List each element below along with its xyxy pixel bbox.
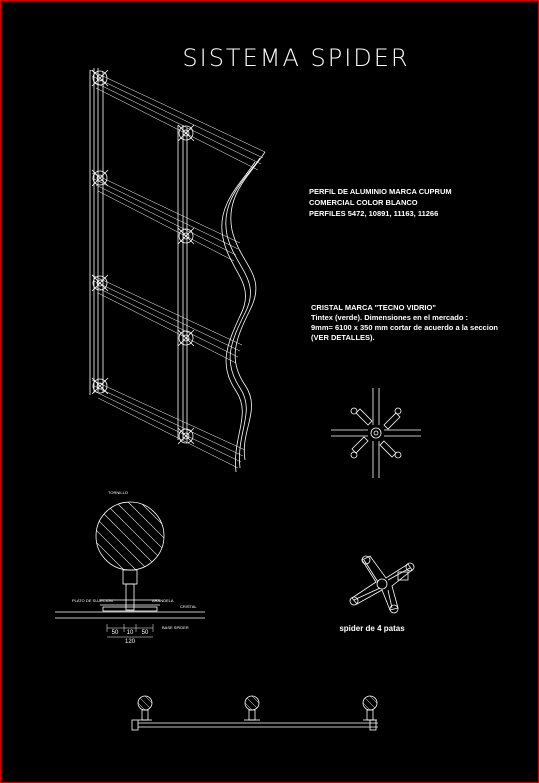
- svg-text:TORNILLO: TORNILLO: [108, 490, 128, 495]
- svg-text:CRISTAL MARCA "TECNO VIDRIO": CRISTAL MARCA "TECNO VIDRIO": [311, 303, 436, 312]
- svg-text:50: 50: [141, 630, 149, 636]
- drawing-title: SISTEMA SPIDER: [182, 44, 410, 72]
- svg-text:Tintex (verde). Dimensiones e: Tintex (verde). Dimensiones en el mercado :: [311, 313, 468, 322]
- bolt-section-detail: [55, 476, 205, 645]
- svg-text:CRISTAL: CRISTAL: [180, 604, 197, 609]
- svg-text:10: 10: [126, 630, 134, 636]
- svg-text:120: 120: [124, 639, 136, 645]
- svg-text:PERFILES 5472, 10891, 11163, 1: PERFILES 5472, 10891, 11163, 11266: [309, 209, 439, 218]
- spider-plan-icon: [331, 388, 421, 478]
- svg-text:ARANDELA: ARANDELA: [152, 598, 174, 603]
- glass-note: [311, 303, 498, 342]
- svg-text:COMERCIAL COLOR BLANCO: COMERCIAL COLOR BLANCO: [309, 198, 418, 207]
- svg-text:PERFIL DE ALUMINIO MARCA CUPRU: PERFIL DE ALUMINIO MARCA CUPRUM: [309, 187, 452, 196]
- bolt-sphere-icon: [138, 696, 152, 720]
- bottom-elevation: [132, 696, 378, 730]
- profile-note: [309, 187, 452, 218]
- spider-caption: spider de 4 patas: [339, 624, 405, 633]
- spider-fittings: [92, 70, 194, 444]
- svg-text:BASE SPIDER: BASE SPIDER: [162, 625, 189, 630]
- svg-text:PLATO DE SUJECION: PLATO DE SUJECION: [72, 598, 113, 603]
- svg-text:9mm= 6100 x 350 mm cortar de: 9mm= 6100 x 350 mm cortar de acuerdo a la seccion: [311, 323, 498, 332]
- spider-3d-icon: [350, 556, 414, 613]
- isometric-facade: [90, 68, 265, 472]
- svg-text:50: 50: [111, 630, 119, 636]
- svg-text:(VER DETALLES).: (VER DETALLES).: [311, 333, 375, 342]
